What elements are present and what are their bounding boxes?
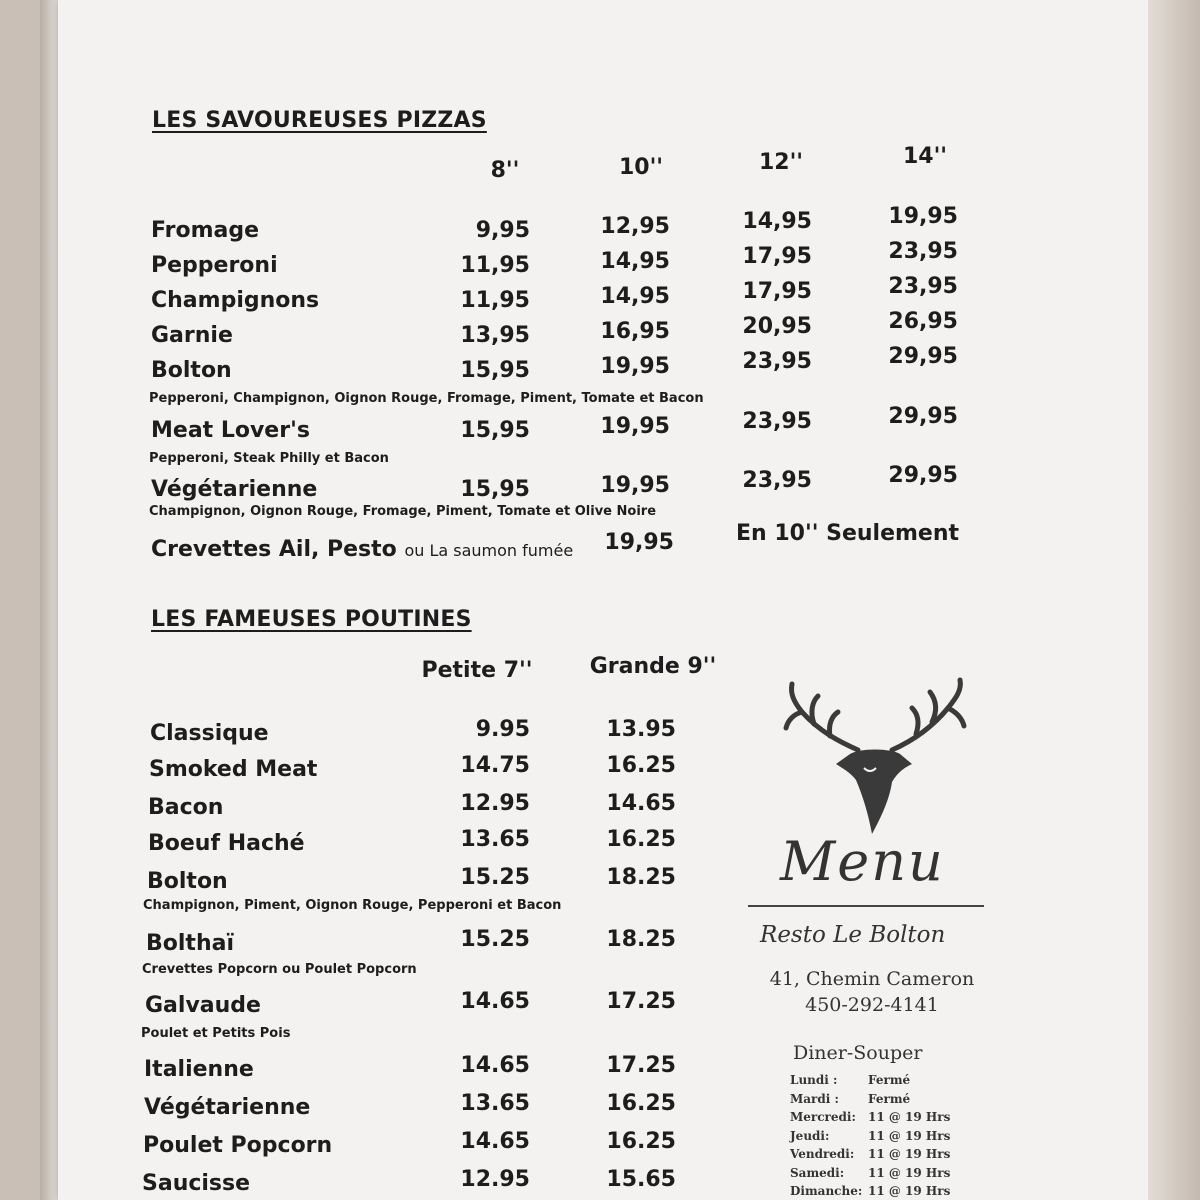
pizza-price: 23,95 — [742, 468, 812, 493]
phone: 450-292-4141 — [805, 994, 939, 1016]
pizza-price: 17,95 — [742, 244, 812, 269]
poutine-price: 16.25 — [606, 1091, 676, 1116]
poutine-price: 13.95 — [606, 717, 676, 742]
right-page-edge — [1148, 0, 1200, 1200]
poutine-price: 16.25 — [606, 827, 676, 852]
hours-day: Dimanche: — [790, 1184, 863, 1198]
pizza-price: 26,95 — [888, 309, 958, 334]
pizza-price: 17,95 — [742, 279, 812, 304]
pizza-price: 29,95 — [888, 344, 958, 369]
poutine-price: 9.95 — [475, 717, 530, 742]
poutine-name: Boeuf Haché — [148, 831, 305, 856]
pizza-price: 15,95 — [460, 477, 530, 502]
hours-day: Mercredi: — [790, 1110, 856, 1124]
pizza-price: 19,95 — [888, 204, 958, 229]
pizza-price: 19,95 — [600, 354, 670, 379]
left-page-edge — [40, 0, 58, 1200]
hours-time: 11 @ 19 Hrs — [868, 1110, 951, 1124]
pizza-price: 16,95 — [600, 319, 670, 344]
hours-time: 11 @ 19 Hrs — [868, 1147, 951, 1161]
hours-day: Lundi : — [790, 1073, 838, 1087]
pizza-price: 19,95 — [600, 473, 670, 498]
pizza-description: Pepperoni, Steak Philly et Bacon — [149, 451, 389, 466]
pizza-price: 9,95 — [475, 218, 530, 243]
special-pizza-note: En 10'' Seulement — [736, 521, 960, 546]
pizza-name: Pepperoni — [151, 253, 278, 278]
poutine-price: 14.65 — [606, 791, 676, 816]
pizza-price: 19,95 — [600, 414, 670, 439]
pizza-description: Champignon, Oignon Rouge, Fromage, Piment, Tomate et Olive Noire — [149, 504, 657, 519]
hours-row — [790, 1073, 910, 1087]
poutine-price: 15.65 — [606, 1167, 676, 1192]
poutine-price: 14.65 — [460, 989, 530, 1014]
pizza-name: Meat Lover's — [151, 418, 310, 443]
poutine-price: 14.65 — [460, 1053, 530, 1078]
hours-day: Samedi: — [790, 1165, 845, 1180]
address: 41, Chemin Cameron — [769, 968, 975, 990]
hours-time: Fermé — [868, 1091, 911, 1106]
poutine-price: 15.25 — [460, 927, 530, 952]
pizza-price: 29,95 — [888, 463, 958, 488]
hours-title: Diner-Souper — [793, 1042, 923, 1064]
hours-time: 11 @ 19 Hrs — [868, 1184, 951, 1198]
menu-divider — [748, 905, 984, 907]
hours-time: Fermé — [868, 1073, 911, 1087]
poutine-name: Italienne — [144, 1057, 254, 1082]
hours-row — [790, 1184, 950, 1198]
poutine-price: 13.65 — [460, 827, 530, 852]
pizza-description: Pepperoni, Champignon, Oignon Rouge, Fromage, Piment, Tomate et Bacon — [149, 391, 704, 406]
special-pizza-suffix: ou La saumon fumée — [404, 541, 574, 560]
pizza-size-12: 12'' — [758, 150, 804, 175]
pizza-price: 23,95 — [742, 409, 812, 434]
pizza-size-10: 10'' — [618, 155, 664, 180]
pizza-price: 23,95 — [888, 274, 958, 299]
pizza-size-8: 8'' — [490, 158, 520, 183]
poutine-price: 13.65 — [460, 1091, 530, 1116]
special-pizza-price: 19,95 — [604, 530, 674, 555]
hours-row — [790, 1129, 950, 1143]
pizza-price: 23,95 — [888, 239, 958, 264]
special-pizza — [151, 537, 573, 562]
poutine-price: 17.25 — [606, 1053, 676, 1078]
hours-time: 11 @ 19 Hrs — [868, 1128, 951, 1143]
poutine-name: Poulet Popcorn — [143, 1133, 333, 1158]
pizzas-title: LES SAVOUREUSES PIZZAS — [152, 108, 487, 133]
pizza-size-14: 14'' — [902, 144, 948, 169]
poutine-price: 18.25 — [606, 865, 676, 890]
menu-word: Menu — [780, 830, 945, 893]
poutine-name: Bolton — [147, 869, 228, 894]
restaurant-name: Resto Le Bolton — [760, 922, 946, 948]
pizza-price: 13,95 — [460, 323, 530, 348]
hours-row — [790, 1092, 910, 1106]
hours-day: Vendredi: — [790, 1147, 855, 1161]
poutine-price: 15.25 — [460, 865, 530, 890]
poutine-price: 16.25 — [606, 1129, 676, 1154]
pizza-price: 29,95 — [888, 404, 958, 429]
poutine-price: 12.95 — [460, 1167, 530, 1192]
pizza-price: 23,95 — [742, 349, 812, 374]
poutine-price: 17.25 — [606, 989, 676, 1014]
pizza-price: 14,95 — [600, 249, 670, 274]
special-pizza-name: Crevettes Ail, Pesto — [151, 537, 397, 562]
poutine-price: 16.25 — [606, 753, 676, 778]
pizza-name: Garnie — [151, 323, 233, 348]
poutine-description: Crevettes Popcorn ou Poulet Popcorn — [142, 962, 417, 977]
poutines-title: LES FAMEUSES POUTINES — [151, 607, 472, 632]
pizza-price: 20,95 — [742, 314, 812, 339]
poutine-name: Bolthaï — [146, 931, 234, 956]
hours-row — [790, 1147, 950, 1161]
poutine-name: Smoked Meat — [149, 757, 318, 782]
poutine-name: Classique — [150, 721, 269, 746]
pizza-price: 15,95 — [460, 358, 530, 383]
poutine-price: 14.75 — [460, 753, 530, 778]
deer-head-icon — [780, 672, 970, 837]
poutine-name: Végétarienne — [144, 1095, 311, 1120]
poutine-name: Bacon — [148, 795, 224, 820]
poutine-description: Champignon, Piment, Oignon Rouge, Pepperoni et Bacon — [143, 898, 562, 913]
poutine-name: Galvaude — [145, 993, 261, 1018]
menu-sheet — [58, 0, 1148, 1200]
pizza-price: 11,95 — [460, 253, 530, 278]
pizza-price: 15,95 — [460, 418, 530, 443]
pizza-name: Champignons — [151, 288, 320, 313]
pizza-price: 14,95 — [742, 209, 812, 234]
hours-day: Mardi : — [790, 1091, 839, 1106]
poutine-price: 12.95 — [460, 791, 530, 816]
pizza-name: Fromage — [151, 218, 260, 243]
poutine-price: 18.25 — [606, 927, 676, 952]
pizza-name: Végétarienne — [151, 477, 318, 502]
pizza-name: Bolton — [151, 358, 232, 383]
pizza-price: 11,95 — [460, 288, 530, 313]
poutine-name: Saucisse — [142, 1171, 251, 1196]
poutine-size-large: Grande 9'' — [589, 654, 717, 679]
hours-time: 11 @ 19 Hrs — [868, 1165, 951, 1180]
hours-row — [790, 1166, 950, 1180]
poutine-description: Poulet et Petits Pois — [141, 1026, 291, 1041]
hours-day: Jeudi: — [790, 1128, 830, 1143]
pizza-price: 12,95 — [600, 214, 670, 239]
pizza-price: 14,95 — [600, 284, 670, 309]
poutine-size-small: Petite 7'' — [421, 658, 533, 683]
hours-row — [790, 1110, 950, 1124]
poutine-price: 14.65 — [460, 1129, 530, 1154]
